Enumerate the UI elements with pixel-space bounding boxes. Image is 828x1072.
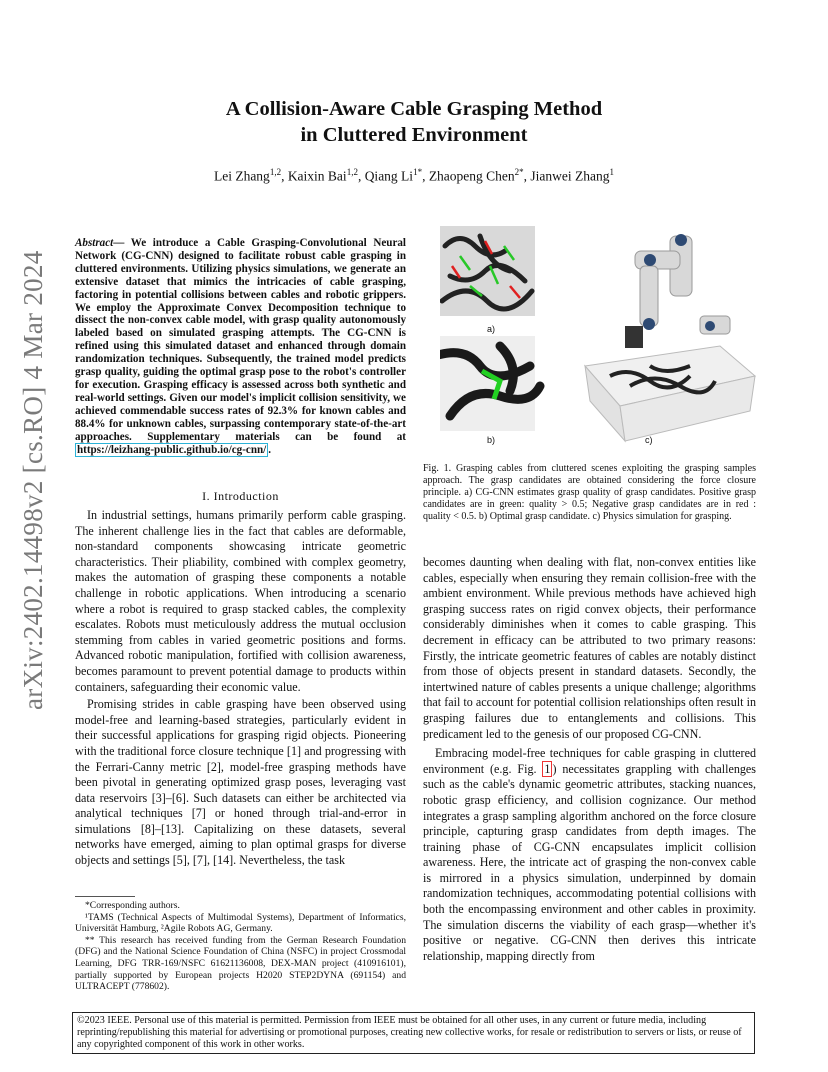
figure-1: [440, 226, 758, 451]
paragraph: In industrial settings, humans primarily perform cable grasping. The inherent challenge lies in the fact that cables are deformable, non-standard components showcasing intricate geometric characteristics. Their pliability, combined with complex geometry, makes the automation of grasping these components a notable challenge in robotic applications. When introducing a scenario where a robot is required to grasp stacked cables, the complexity escalates. Robots must meticulously address the mutual occlusion stemming from cables in varied geometric positions and forms. Advanced robotic manipulation, fortified with collision awareness, becomes paramount to prevent potential damage to products within containers, safeguarding their economic value.: [75, 508, 406, 694]
paragraph: Promising strides in cable grasping have been observed using model-free and learning-based strategies, particularly evident in their successful applications for grasping rigid objects. Pioneering with the traditional force closure technique [1] and progressing with the Ferrari-Canny metric [2], model-free grasping methods have been pivotal in generating optimized grasp poses, leveraging vast data reservoirs [3]–[6]. Such datasets can either be architected via analytical techniques [7] or honed through trial-and-error in simulations [8]–[13]. Capitalizing on these datasets, several networks have emerged, aiming to plan optimal grasps for diverse objects and settings [5], [7], [14]. Nevertheless, the task: [75, 697, 406, 868]
panel-c-label: c): [645, 435, 653, 445]
paragraph: becomes daunting when dealing with flat, non-convex entities like cables, especially when ensuring they remain collision-free with the ambient environment. While previous methods have achieved high grasping success rates on rigid convex objects, their performance considerably diminishes when it comes to cable grasping. This decrement in efficacy can be attributed to two primary reasons: Firstly, the intricate geometric features of cables are notably distinct from those of objects present in standard datasets. Secondly, the intertwined nature of cables presents a unique challenge; algorithms that fail to account for potential collision relationships often result in grasping failures due to entanglements and collisions. This predicament led to the genesis of our proposed CG-CNN.: [423, 555, 756, 741]
abstract: [75, 237, 406, 456]
abstract-end: .: [268, 443, 272, 456]
figure-ref-link[interactable]: 1: [544, 761, 551, 776]
paragraph-text: ) necessitates grappling with challenges such as the cable's dynamic geometric attributes, stacking nuances, robotic grasp efficiency, and collision cognizance. Our method integrates a grasp sampling algorithm anchored on the force closure principle, capturing grasp candidates from depth images. The training phase of CG-CNN encapsulates implicit collision awareness. Here, the intricate act of grasping the non-convex cable is mirrored in a physics simulation, underpinned by domain randomization techniques, accommodating potential collisions with both the encompassing environment and other cables in proximity. The simulation discerns the viability of each grasp—whether it's positive or negative. CG-CNN then derives this intricate relationship, mapping directly from: [423, 761, 756, 963]
author-name: Zhaopeng Chen: [428, 168, 515, 184]
author-name: Kaixin Bai: [287, 168, 347, 184]
supplementary-link[interactable]: https://leizhang-public.github.io/cg-cnn/: [77, 443, 267, 456]
author-affiliation: 1,2: [269, 167, 282, 177]
footnote-rule: [75, 896, 135, 897]
left-column-text: [75, 508, 406, 869]
section-heading: I. Introduction: [202, 489, 279, 503]
paper-title: [0, 96, 828, 148]
figure-1-image: [440, 226, 758, 451]
footnote: *Corresponding authors.: [85, 900, 180, 911]
abstract-lead: Abstract: [75, 237, 114, 249]
panel-a-label: a): [487, 324, 496, 334]
footnote: ** This research has received funding from the German Research Foundation (DFG) and the National Science Foundation of China (NSFC) in project Crossmodal Learning, DFG TRR-169/NSFC 61621136008, DEX-MAN project (410916101), partially supported by European projects H2020 STEP2DYNA (691154) and ULTRACEPT (778602).: [75, 934, 406, 993]
author-list: Lei Zhang$^{1,2}$, Kaixin Bai$^{1,2}$, Qiang $Li^{1*}$, Zhaopeng Chen$^{2*}$, Jianwei Zhang$^1$: [213, 167, 615, 184]
paragraph: [423, 746, 756, 964]
footnote: ¹TAMS (Technical Aspects of Multimodal Systems), Department of Informatics, Universität Hamburg, ²Agile Robots AG, Germany.: [75, 911, 406, 935]
author-name: Lei Zhang: [213, 168, 270, 184]
author-affiliation: 2*: [514, 167, 524, 177]
right-column-text: [423, 555, 756, 964]
author-name: Jianwei Zhang: [530, 168, 610, 184]
copyright-notice: ©2023 IEEE. Personal use of this material is permitted. Permission from IEEE must be obtained for all other uses, in any current or future media, including reprinting/republishing this material for advertising or promotional purposes, creating new collective works, for resale or redistribution to servers or lists, or reuse of any copyrighted component of this work in other works.: [72, 1012, 755, 1054]
abstract-body: — We introduce a Cable Grasping-Convolutional Neural Network (CG-CNN) designed to facilitate robust cable grasping in cluttered environments. Utilizing physics simulations, we generate an extensive dataset that mimics the intricacies of cable grasping, factoring in potential collisions between cables and robotic grippers. We employ the Approximate Convex Decomposition technique to dissect the non-convex cable model, with grasp quality autonomously labeled based on simulated grasping attempts. The CG-CNN is refined using this simulated dataset and enhanced through domain randomization techniques. Subsequently, the trained model predicts grasp quality, guiding the optimal grasp pose to the robot's controller for execution. Grasping efficacy is assessed across both synthetic and real-world settings. Given our model's implicit collision sensitivity, we achieved commendable success rates of 92.3% for known cables and 88.4% for unknown cables, surpassing contemporary state-of-the-art approaches. Supplementary materials can be found at: [75, 237, 406, 443]
paragraph-text: Embracing model-free techniques for cable grasping in cluttered environment (e.g. Fig.: [423, 746, 756, 776]
author-affiliation: 1: [609, 167, 615, 177]
author-affiliation: 1*: [413, 167, 423, 177]
footnotes: [75, 900, 406, 993]
author-affiliation: 1,2: [346, 167, 358, 177]
arxiv-watermark: arXiv:2402.14498v2 [cs.RO] 4 Mar 2024: [18, 250, 48, 710]
author-name: Qiang Li: [364, 168, 414, 184]
panel-b-label: b): [487, 435, 496, 445]
title-line-2: in Cluttered Environment: [300, 124, 528, 146]
title-line-1: A Collision-Aware Cable Grasping Method: [225, 98, 603, 120]
figure-caption: Fig. 1. Grasping cables from cluttered scenes exploiting the grasping samples approach. The grasp candidates are obtained considering the force closure principle. a) CG-CNN estimates grasp quality of grasp candidates. Positive grasp candidates are in green: quality > 0.5; Negative grasp candidates are in red : quality < 0.5. b) Optimal grasp candidate. c) Physics simulation for grasping.: [423, 463, 756, 522]
